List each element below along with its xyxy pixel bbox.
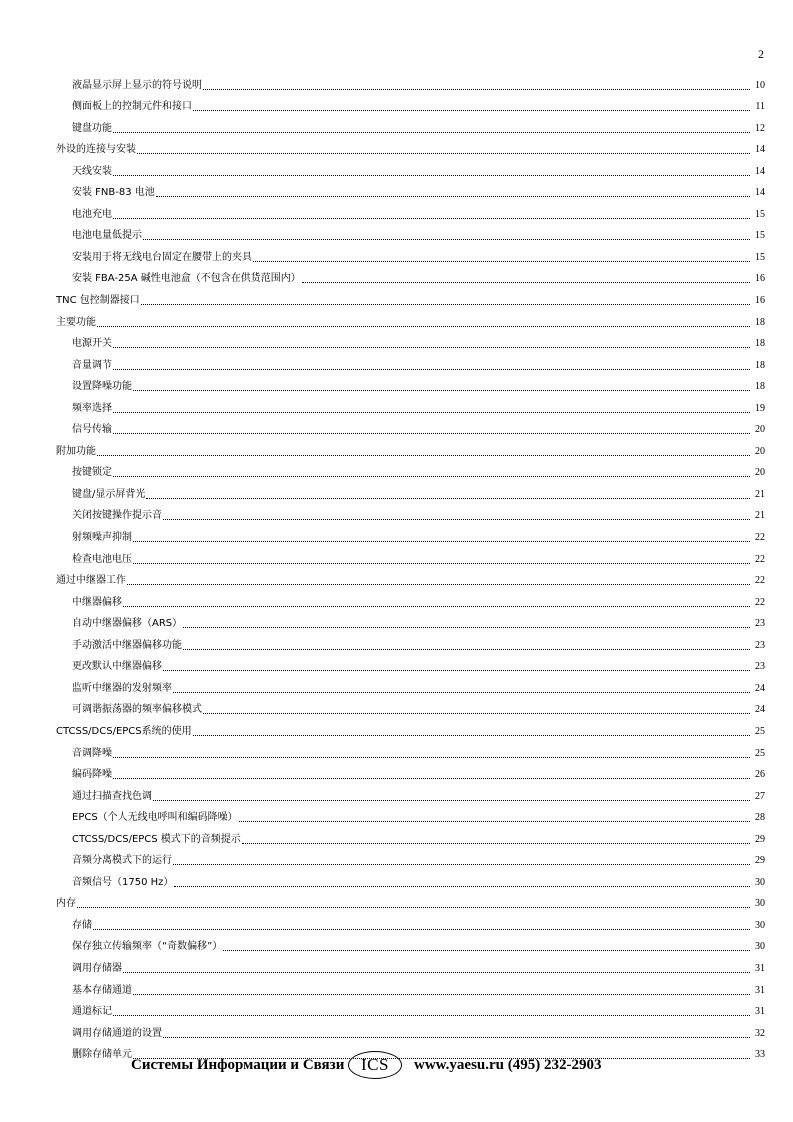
toc-entry-page-number: 14 [755, 165, 765, 177]
toc-dot-leader [113, 361, 750, 373]
toc-dot-leader [113, 425, 750, 437]
toc-dot-leader [203, 81, 750, 93]
toc-entry[interactable] [56, 739, 765, 761]
toc-entry[interactable] [56, 351, 765, 373]
toc-entry-page-number: 21 [755, 510, 765, 522]
toc-dot-leader [253, 253, 750, 265]
toc-entry-title: 更改默认中继器偏移 [72, 661, 162, 673]
toc-entry-title: 键盘功能 [72, 122, 112, 134]
toc-dot-leader [127, 576, 750, 588]
toc-dot-leader [77, 899, 750, 911]
ics-logo: ICS [348, 1051, 402, 1079]
toc-entry-title: 安装 FBA-25A 碱性电池盒（不包含在供货范围内） [72, 273, 301, 285]
toc-entry[interactable] [56, 998, 765, 1020]
toc-entry-title: 按键锁定 [72, 467, 112, 479]
toc-entry-title: 天线安装 [72, 165, 112, 177]
toc-dot-leader [153, 792, 750, 804]
toc-dot-leader [146, 490, 750, 502]
toc-entry[interactable] [56, 243, 765, 265]
toc-dot-leader [133, 986, 750, 998]
toc-entry-title: 安装 FNB-83 电池 [72, 187, 155, 199]
toc-dot-leader [173, 856, 750, 868]
toc-dot-leader [133, 533, 750, 545]
toc-entry[interactable] [56, 459, 765, 481]
toc-entry-page-number: 23 [755, 639, 765, 651]
toc-dot-leader [113, 167, 750, 179]
toc-entry-page-number: 18 [755, 359, 765, 371]
toc-dot-leader [113, 770, 750, 782]
toc-entry-title: 检查电池电压 [72, 553, 132, 565]
toc-entry-title: 音频信号（1750 Hz） [72, 876, 174, 888]
toc-entry-page-number: 20 [755, 445, 765, 457]
toc-entry-title: 编码降噪 [72, 769, 112, 781]
toc-dot-leader [173, 684, 750, 696]
toc-entry-page-number: 27 [755, 790, 765, 802]
toc-entry-page-number: 20 [755, 467, 765, 479]
toc-entry-page-number: 18 [755, 316, 765, 328]
toc-entry-title: 删除存储单元 [72, 1049, 132, 1061]
toc-entry[interactable] [56, 373, 765, 395]
toc-entry[interactable] [56, 868, 765, 890]
toc-dot-leader [113, 749, 750, 761]
toc-entry-page-number: 20 [755, 424, 765, 436]
toc-entry[interactable] [56, 631, 765, 653]
toc-entry-title: CTCSS/DCS/EPCS 模式下的音频提示 [72, 833, 241, 845]
toc-entry-title: 调用存储器 [72, 962, 122, 974]
toc-dot-leader [302, 274, 750, 286]
toc-entry[interactable] [56, 825, 765, 847]
toc-entry-page-number: 23 [755, 661, 765, 673]
toc-entry[interactable] [56, 545, 765, 567]
page-number: 2 [758, 47, 764, 61]
toc-entry-page-number: 24 [755, 682, 765, 694]
toc-entry[interactable] [56, 416, 765, 438]
toc-dot-leader [163, 511, 750, 523]
toc-entry-title: 主要功能 [56, 316, 96, 328]
toc-entry-title: 安装用于将无线电台固定在腰带上的夹具 [72, 251, 252, 263]
toc-entry-title: 通过扫描查找色调 [72, 790, 152, 802]
toc-entry-title: 电池电量低提示 [72, 230, 142, 242]
toc-entry-title: 手动激活中继器偏移功能 [72, 639, 182, 651]
toc-entry-page-number: 22 [755, 532, 765, 544]
toc-dot-leader [239, 813, 750, 825]
toc-entry[interactable] [56, 523, 765, 545]
toc-entry[interactable] [56, 954, 765, 976]
toc-entry-title: 附加功能 [56, 445, 96, 457]
toc-entry-page-number: 33 [755, 1049, 765, 1061]
toc-entry-page-number: 31 [755, 1006, 765, 1018]
toc-dot-leader [163, 662, 750, 674]
toc-entry-title: 可调谐振荡器的频率偏移模式 [72, 704, 202, 716]
toc-entry-page-number: 21 [755, 488, 765, 500]
toc-entry-title: TNC 包控制器接口 [56, 295, 140, 307]
toc-entry-title: 键盘/显示屏背光 [72, 488, 146, 500]
toc-entry-title: 通过中继器工作 [56, 575, 126, 587]
toc-dot-leader [141, 296, 750, 308]
toc-entry-title: CTCSS/DCS/EPCS系统的使用 [56, 725, 192, 737]
toc-entry[interactable] [56, 136, 765, 158]
toc-entry[interactable] [56, 567, 765, 589]
toc-dot-leader [203, 705, 750, 717]
toc-dot-leader [133, 382, 750, 394]
toc-entry[interactable] [56, 847, 765, 869]
toc-entry[interactable] [56, 933, 765, 955]
toc-entry-title: 通道标记 [72, 1006, 112, 1018]
toc-entry[interactable] [56, 265, 765, 287]
toc-entry-title: 射频噪声抑制 [72, 532, 132, 544]
toc-dot-leader [97, 447, 750, 459]
toc-entry[interactable] [56, 308, 765, 330]
toc-entry[interactable] [56, 179, 765, 201]
toc-entry-page-number: 12 [755, 122, 765, 134]
toc-entry[interactable] [56, 200, 765, 222]
toc-entry[interactable] [56, 437, 765, 459]
toc-entry-title: 内存 [56, 898, 76, 910]
toc-dot-leader [97, 318, 750, 330]
toc-entry-page-number: 31 [755, 962, 765, 974]
toc-entry-title: 音调降噪 [72, 747, 112, 759]
toc-entry-page-number: 28 [755, 812, 765, 824]
toc-entry-page-number: 19 [755, 402, 765, 414]
toc-entry[interactable] [56, 696, 765, 718]
toc-dot-leader [193, 727, 750, 739]
toc-entry-page-number: 22 [755, 575, 765, 587]
toc-entry-page-number: 25 [755, 747, 765, 759]
toc-entry[interactable] [56, 782, 765, 804]
toc-dot-leader [174, 878, 750, 890]
toc-entry-page-number: 30 [755, 941, 765, 953]
toc-entry-title: 自动中继器偏移（ARS） [72, 618, 183, 630]
toc-entry[interactable] [56, 1019, 765, 1041]
toc-dot-leader [113, 339, 750, 351]
toc-entry[interactable] [56, 222, 765, 244]
toc-entry-page-number: 24 [755, 704, 765, 716]
toc-entry-page-number: 18 [755, 381, 765, 393]
toc-entry-page-number: 25 [755, 725, 765, 737]
toc-entry-title: 监听中继器的发射频率 [72, 682, 172, 694]
toc-entry-title: EPCS（个人无线电呼叫和编码降噪） [72, 812, 238, 824]
toc-entry-title: 侧面板上的控制元件和接口 [72, 101, 192, 113]
toc-entry[interactable] [56, 93, 765, 115]
toc-dot-leader [113, 468, 750, 480]
footer [0, 1051, 793, 1081]
toc-entry-page-number: 30 [755, 876, 765, 888]
toc-dot-leader [137, 145, 750, 157]
toc-dot-leader [183, 619, 750, 631]
toc-entry-page-number: 14 [755, 187, 765, 199]
toc-dot-leader [123, 964, 750, 976]
toc-entry[interactable] [56, 114, 765, 136]
toc-dot-leader [113, 210, 750, 222]
toc-entry[interactable] [56, 911, 765, 933]
toc-dot-leader [143, 231, 750, 243]
toc-entry-title: 中继器偏移 [72, 596, 122, 608]
toc-entry-title: 电源开关 [72, 338, 112, 350]
footer-contact: www.yaesu.ru (495) 232-2903 [414, 1057, 602, 1073]
toc-entry-title: 基本存储通道 [72, 984, 132, 996]
toc-entry-page-number: 31 [755, 984, 765, 996]
toc-entry-title: 设置降噪功能 [72, 381, 132, 393]
toc-entry-page-number: 15 [755, 208, 765, 220]
toc-entry-title: 存储 [72, 919, 92, 931]
toc-entry[interactable] [56, 653, 765, 675]
toc-entry-title: 关闭按键操作提示音 [72, 510, 162, 522]
toc-dot-leader [193, 102, 750, 114]
toc-dot-leader [113, 1007, 750, 1019]
toc-entry[interactable] [56, 804, 765, 826]
toc-entry-title: 频率选择 [72, 402, 112, 414]
toc-entry-title: 信号传输 [72, 424, 112, 436]
table-of-contents [56, 71, 765, 1062]
toc-entry-title: 电池充电 [72, 208, 112, 220]
toc-entry-page-number: 23 [755, 618, 765, 630]
toc-entry-title: 音频分离模式下的运行 [72, 855, 172, 867]
toc-entry[interactable] [56, 674, 765, 696]
toc-dot-leader [113, 404, 750, 416]
toc-entry[interactable] [56, 502, 765, 524]
toc-entry-page-number: 30 [755, 919, 765, 931]
toc-entry-page-number: 16 [755, 295, 765, 307]
toc-dot-leader [113, 124, 750, 136]
toc-entry-page-number: 29 [755, 833, 765, 845]
toc-entry[interactable] [56, 330, 765, 352]
toc-entry-title: 液晶显示屏上显示的符号说明 [72, 79, 202, 91]
toc-entry[interactable] [56, 610, 765, 632]
toc-entry-page-number: 29 [755, 855, 765, 867]
toc-entry-page-number: 15 [755, 251, 765, 263]
toc-dot-leader [123, 598, 750, 610]
toc-entry-page-number: 22 [755, 596, 765, 608]
toc-entry-page-number: 30 [755, 898, 765, 910]
toc-entry-page-number: 18 [755, 338, 765, 350]
toc-entry[interactable] [56, 157, 765, 179]
toc-entry-title: 调用存储通道的设置 [72, 1027, 162, 1039]
toc-entry[interactable] [56, 480, 765, 502]
toc-entry-page-number: 26 [755, 769, 765, 781]
toc-entry-page-number: 22 [755, 553, 765, 565]
toc-entry-page-number: 11 [755, 101, 765, 113]
toc-entry[interactable] [56, 890, 765, 912]
toc-entry-title: 音量调节 [72, 359, 112, 371]
toc-entry-title: 保存独立传输频率（“奇数偏移”） [72, 941, 223, 953]
toc-dot-leader [242, 835, 750, 847]
toc-entry-page-number: 10 [755, 79, 765, 91]
toc-entry[interactable] [56, 286, 765, 308]
toc-entry[interactable] [56, 976, 765, 998]
footer-company-name: Системы Информации и Связи [131, 1057, 345, 1073]
toc-entry-title: 外设的连接与安装 [56, 144, 136, 156]
toc-dot-leader [133, 555, 750, 567]
toc-entry[interactable] [56, 71, 765, 93]
toc-entry-page-number: 32 [755, 1027, 765, 1039]
toc-entry[interactable] [56, 588, 765, 610]
toc-entry-page-number: 14 [755, 144, 765, 156]
toc-entry[interactable] [56, 394, 765, 416]
toc-entry-page-number: 15 [755, 230, 765, 242]
toc-dot-leader [93, 921, 750, 933]
toc-dot-leader [223, 942, 750, 954]
toc-entry[interactable] [56, 761, 765, 783]
toc-dot-leader [163, 1029, 750, 1041]
toc-dot-leader [183, 641, 750, 653]
toc-entry-page-number: 16 [755, 273, 765, 285]
toc-dot-leader [156, 188, 750, 200]
toc-entry[interactable] [56, 717, 765, 739]
